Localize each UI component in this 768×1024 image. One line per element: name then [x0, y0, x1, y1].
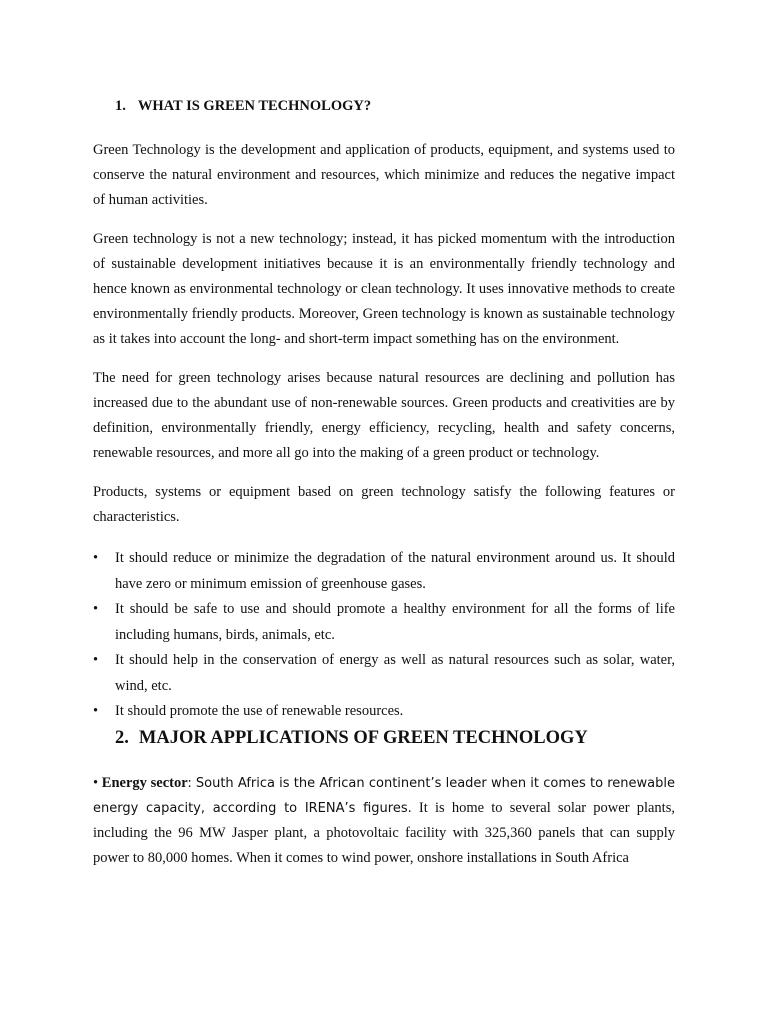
- list-item: • It should help in the conservation of energy as well as natural resources such as solar, water, wind, etc.: [93, 648, 675, 699]
- section-1-number: 1.: [115, 98, 126, 114]
- bullet-icon: •: [93, 703, 99, 719]
- section-2-title: MAJOR APPLICATIONS OF GREEN TECHNOLOGY: [138, 727, 588, 748]
- list-item: • It should promote the use of renewable resources.: [93, 699, 675, 725]
- energy-sector-serif-text: It is home to several solar power plants, including the 96 MW Jasper plant, a photovoltaic facility with 325,360 panels that can supply power to 80,000 homes. When it comes to wind power, onshore installations in South Africa: [93, 799, 675, 866]
- list-item: • It should be safe to use and should promote a healthy environment for all the forms of life including humans, birds, animals, etc.: [93, 597, 675, 648]
- document-page: [93, 96, 675, 885]
- bullet-icon: •: [93, 601, 99, 617]
- section-2-heading: [115, 725, 675, 751]
- section-2-number: 2.: [115, 727, 129, 748]
- paragraph-definition: Green Technology is the development and application of products, equipment, and systems used to conserve the natural environment and resources, which minimize and reduces the negative impact of human activities.: [93, 142, 675, 208]
- paragraph-need: The need for green technology arises because natural resources are declining and pollution has increased due to the abundant use of non-renewable sources. Green products and creativities are by definition, environmentally friendly, energy efficiency, recycling, health and safety concerns, renewable resources, and more all go into the making of a green product or technology.: [93, 370, 675, 461]
- energy-sector-label: Energy sector: [101, 774, 188, 791]
- list-item: • It should reduce or minimize the degradation of the natural environment around us. It should have zero or minimum emission of greenhouse gases.: [93, 546, 675, 597]
- paragraph-energy-sector: • Energy sector: South Africa is the African continent’s leader when it comes to renewable energy capacity, according to IRENA’s figures. It is home to several solar power plants, including the 96 MW Jasper plant, a photovoltaic facility with 325,360 panels that can supply power to 80,000 homes. When it comes to wind power, onshore installations in South Africa: [93, 774, 676, 866]
- bullet-icon: •: [93, 652, 99, 668]
- features-list: [93, 546, 675, 725]
- section-1-heading: [115, 96, 675, 116]
- energy-sector-sans-text: South Africa is the African continent’s leader when it comes to renewable energy capacity, according to IRENA’s figures.: [93, 775, 676, 816]
- section-1-title: WHAT IS GREEN TECHNOLOGY?: [137, 98, 372, 114]
- bullet-icon: •: [93, 550, 99, 566]
- paragraph-features-intro: Products, systems or equipment based on green technology satisfy the following features or characteristics.: [93, 484, 675, 525]
- paragraph-history: Green technology is not a new technology; instead, it has picked momentum with the introduction of sustainable development initiatives because it is an environmentally friendly technology and hence known as environmental technology or clean technology. It uses innovative methods to create environmentally friendly products. Moreover, Green technology is known as sustainable technology as it takes into account the long- and short-term impact something has on the environment.: [93, 231, 675, 347]
- energy-bullet: •: [93, 774, 99, 791]
